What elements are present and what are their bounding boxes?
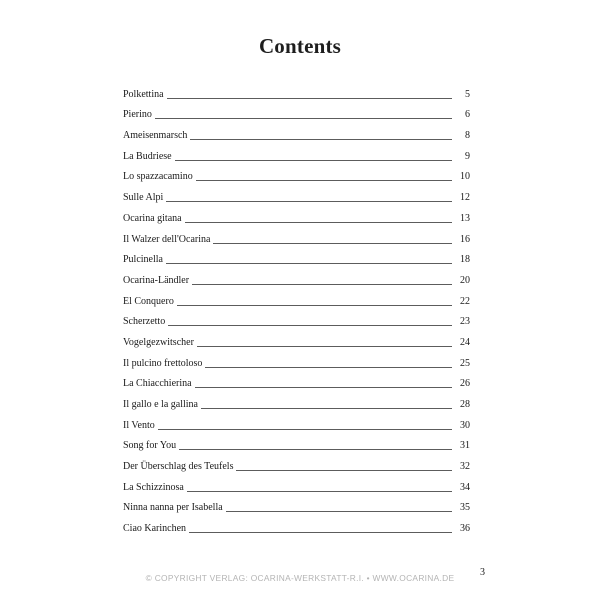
toc-leader-line — [190, 139, 452, 140]
toc-entry-title: Il Vento — [123, 419, 155, 431]
toc-entry-page: 5 — [465, 88, 470, 100]
toc-leader-line — [177, 305, 452, 306]
toc-entry — [123, 79, 470, 100]
toc-entry-title: Il pulcino frettoloso — [123, 357, 203, 369]
toc-entry-page: 28 — [460, 399, 470, 410]
toc-entry — [123, 265, 470, 286]
toc-entry — [123, 348, 470, 369]
toc-entry — [123, 286, 470, 307]
toc-entry-page: 9 — [465, 150, 470, 162]
toc-entry — [123, 431, 470, 452]
toc-entry-page: 20 — [460, 274, 470, 286]
toc-entry-title: Ameisenmarsch — [123, 130, 188, 142]
toc-entry-title: El Conquero — [123, 295, 174, 307]
toc-entry-title: Vogelgezwitscher — [123, 336, 194, 348]
toc-entry-title: Il gallo e la gallina — [123, 399, 198, 410]
toc-leader-line — [195, 387, 452, 388]
toc-entry-title: Ninna nanna per Isabella — [123, 502, 223, 514]
page-number: 3 — [480, 567, 485, 578]
toc-entry-title: Der Überschlag des Teufels — [123, 461, 234, 473]
toc-entry-title: La Budriese — [123, 150, 172, 162]
copyright-footer: © COPYRIGHT VERLAG: OCARINA-WERKSTATT-R.I. • WWW.OCARINA.DE — [145, 573, 455, 583]
toc-entry-page: 8 — [465, 130, 470, 142]
toc-leader-line — [166, 263, 452, 264]
toc-entry-page: 6 — [465, 109, 470, 121]
toc-leader-line — [167, 98, 452, 99]
toc-entry — [123, 513, 470, 534]
toc-entry-page: 24 — [460, 336, 470, 348]
toc-entry-page: 22 — [460, 295, 470, 307]
toc-entry-title: Song for You — [123, 440, 177, 452]
toc-entry-page: 31 — [460, 440, 470, 452]
toc-entry-page: 35 — [460, 502, 470, 514]
toc-leader-line — [175, 160, 452, 161]
toc-entry-page: 26 — [460, 378, 470, 390]
toc-entry-title: Ocarina-Ländler — [123, 274, 190, 286]
toc-entry — [123, 141, 470, 162]
toc-entry-page: 34 — [460, 481, 470, 493]
toc-entry-page: 25 — [460, 357, 470, 369]
toc-entry — [123, 493, 470, 514]
toc-entry — [123, 245, 470, 266]
toc-entry-title: Sulle Alpi — [123, 192, 164, 204]
toc-leader-line — [236, 470, 452, 471]
toc-leader-line — [187, 491, 452, 492]
toc-entry-page: 23 — [460, 316, 470, 328]
toc-entry — [123, 472, 470, 493]
toc-entry — [123, 389, 470, 410]
toc-entry-page: 12 — [460, 192, 470, 204]
toc-leader-line — [168, 325, 452, 326]
toc-entry-title: Pierino — [123, 109, 152, 121]
toc-entry-title: Il Walzer dell'Ocarina — [123, 233, 211, 245]
toc-entry — [123, 369, 470, 390]
toc-entry-page: 18 — [460, 254, 470, 266]
toc-entry-title: Lo spazzacamino — [123, 171, 193, 183]
toc-entry — [123, 100, 470, 121]
toc-leader-line — [179, 449, 452, 450]
toc-entry-title: La Chiacchierina — [123, 378, 192, 390]
toc-entry-title: Pulcinella — [123, 254, 163, 266]
toc-leader-line — [155, 118, 452, 119]
table-of-contents — [123, 79, 470, 534]
toc-leader-line — [185, 222, 452, 223]
page-title: Contents — [258, 34, 342, 58]
toc-leader-line — [192, 284, 452, 285]
toc-entry-page: 30 — [460, 419, 470, 431]
toc-entry-title: Ocarina gitana — [123, 212, 182, 224]
toc-entry — [123, 327, 470, 348]
toc-entry-page: 36 — [460, 523, 470, 535]
toc-entry-title: Polkettina — [123, 88, 164, 100]
toc-leader-line — [158, 429, 452, 430]
toc-entry — [123, 307, 470, 328]
toc-entry-page: 13 — [460, 212, 470, 224]
toc-leader-line — [189, 532, 452, 533]
toc-leader-line — [201, 408, 452, 409]
toc-leader-line — [166, 201, 452, 202]
toc-entry-page: 10 — [460, 171, 470, 183]
toc-entry — [123, 451, 470, 472]
toc-entry-title: La Schizzinosa — [123, 481, 184, 493]
toc-entry — [123, 410, 470, 431]
toc-leader-line — [196, 180, 452, 181]
toc-entry-title: Ciao Karinchen — [123, 523, 187, 535]
toc-entry-page: 32 — [460, 461, 470, 473]
toc-entry — [123, 162, 470, 183]
toc-entry — [123, 224, 470, 245]
toc-leader-line — [205, 367, 452, 368]
toc-entry-title: Scherzetto — [123, 316, 166, 328]
toc-entry — [123, 120, 470, 141]
toc-leader-line — [226, 511, 452, 512]
toc-entry-page: 16 — [460, 233, 470, 245]
toc-leader-line — [213, 243, 452, 244]
toc-entry — [123, 203, 470, 224]
toc-entry — [123, 182, 470, 203]
toc-leader-line — [197, 346, 452, 347]
